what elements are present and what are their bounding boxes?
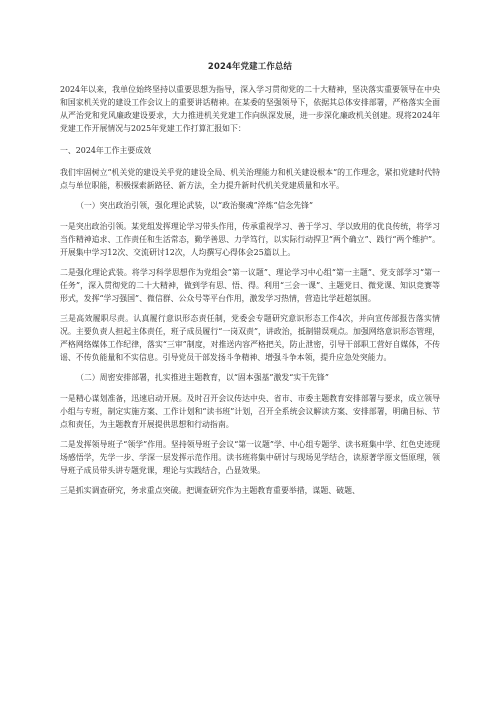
body-paragraph: 三是抓实调查研究，务求重点突破。把调查研究作为主题教育重要举措，谋题、破题、 xyxy=(60,486,360,495)
sub-heading: （二）周密安排部署，扎实推进主题教育，以“固本强基”激发“实干先锋” xyxy=(76,373,329,382)
section-heading: 一、2024年工作主要成效 xyxy=(60,146,152,155)
sub-heading: （一）突出政治引领，强化理论武装，以“政治聚魂”淬炼“信念先锋” xyxy=(76,201,314,210)
body-paragraph: 一是突出政治引领。某党组发挥理论学习带头作用，传承重视学习、善于学习、学以致用的优良传统，将学习当作精神追求、工作责任和生活常态，勤学善思、力学笃行，以实际行动捍卫“两个确立”、践行“两个维护”。开展集中学习12次、交流研讨12次，人均撰写心得体会25篇以上。 xyxy=(60,222,440,257)
body-paragraph: 一是精心谋划准备，迅速启动开展。及时召开会议传达中央、省市、市委主题教育安排部署与要求，成立领导小组与专班，制定实施方案、工作计划和“读书班”计划，召开全系统会议解读方案、安排部署，明确目标、节点和责任，为主题教育开展提供思想和行动指南。 xyxy=(60,394,440,429)
intro-paragraph: 2024年以来，我单位始终坚持以重要思想为指导，深入学习贯彻党的二十大精神，坚决落实重要领导在中央和国家机关党的建设工作会议上的重要讲话精神。在某委的坚强领导下，依据其总体安排部署，严格落实全面从严治党和党风廉政建设要求，大力推进机关党建工作向纵深发展，进一步深化廉政机关创建。现将2024年党建工作开展情况与2025年党建工作打算汇报如下： xyxy=(60,85,440,133)
document-title: 2024年党建工作总结 xyxy=(207,61,293,71)
body-paragraph: 三是高效履职尽责。认真履行意识形态责任制，党委会专题研究意识形态工作4次，并向宣传部报告落实情况。主要负责人担起主体责任，班子成员履行“一岗双责”，讲政治，抵制错误观点。加强网络意识形态管理，严格网络媒体工作纪律，落实“三审”制度，对推送内容严格把关，防止泄密，引导干部职工营好自媒体，不传谣、不传负能量和不实信息。引导党员干部发扬斗争精神、增强斗争本领，提升应急处突能力。 xyxy=(60,314,440,362)
body-paragraph: 我们牢固树立“机关党的建设关乎党的建设全局、机关治理能力和机关建设根本”的工作理念，紧扣党建时代特点与单位职能，积极探索新路径、新方法，全力提升新时代机关党建质量和水平。 xyxy=(60,168,440,190)
body-paragraph: 二是强化理论武装。将学习科学思想作为党组会“第一议题”、理论学习中心组“第一主题”、党支部学习“第一任务”，深入贯彻党的二十大精神，做到学有思、悟、得。利用“三会一课”、主题党日、微党课、知识竞赛等形式，发挥“学习强国”、微信群、公众号等平台作用，激发学习热情，营造比学赶超氛围。 xyxy=(60,268,440,303)
body-paragraph: 二是发挥领导班子“领学”作用。坚持领导班子会议“第一议题”学、中心组专题学、读书班集中学、红色史迹现场感悟学，先学一步、学深一层发挥示范作用。读书班将集中研讨与现场见学结合，读原著学原文悟原理，领导班子成员带头讲专题党课，理论与实践结合，凸显效果。 xyxy=(60,440,440,475)
